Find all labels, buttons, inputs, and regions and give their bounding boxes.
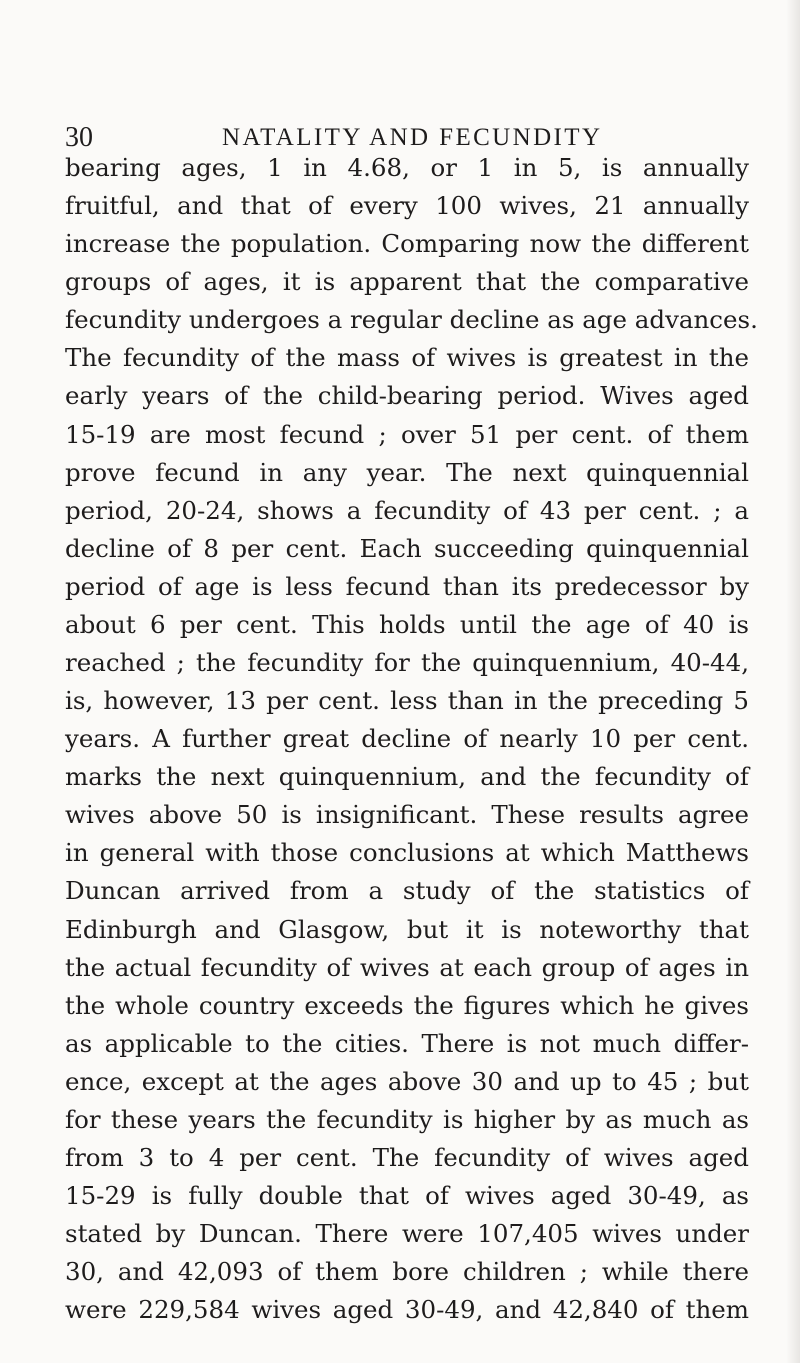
text-line: groups of ages, it is apparent that the comparative (65, 267, 749, 297)
text-line: 30, and 42,093 of them bore children ; while there (65, 1257, 749, 1287)
text-line: prove fecund in any year. The next quinquennial (65, 457, 749, 487)
text-line: early years of the child-bearing period. Wives aged (65, 381, 749, 411)
text-line: were 229,584 wives aged 30-49, and 42,840 of them (65, 1295, 749, 1325)
page-edge-shadow (786, 0, 800, 1363)
text-line: in general with those conclusions at which Matthews (65, 838, 749, 868)
text-line: ence, except at the ages above 30 and up to 45 ; but (65, 1066, 749, 1096)
text-line: wives above 50 is insignificant. These results agree (65, 800, 749, 830)
text-line: stated by Duncan. There were 107,405 wives under (65, 1219, 749, 1249)
text-line: reached ; the fecundity for the quinquennium, 40-44, (65, 648, 749, 678)
text-line: the whole country exceeds the figures which he gives (65, 990, 749, 1020)
text-line: is, however, 13 per cent. less than in the preceding 5 (65, 686, 749, 716)
text-line: Edinburgh and Glasgow, but it is noteworthy that (65, 914, 749, 944)
text-line: bearing ages, 1 in 4.68, or 1 in 5, is annually (65, 153, 749, 182)
text-line: years. A further great decline of nearly 10 per cent. (65, 724, 749, 754)
body-text (65, 149, 758, 1329)
page-number: 30 (65, 122, 93, 153)
text-line: decline of 8 per cent. Each succeeding quinquennial (65, 533, 749, 563)
text-line: increase the population. Comparing now the different (65, 229, 749, 259)
text-line: 15-29 is fully double that of wives aged 30-49, as (65, 1181, 749, 1211)
text-line: period, 20-24, shows a fecundity of 43 per cent. ; a (65, 495, 749, 525)
running-title: NATALITY AND FECUNDITY (222, 124, 603, 151)
text-line: period of age is less fecund than its predecessor by (65, 571, 749, 601)
text-line: The fecundity of the mass of wives is greatest in the (65, 343, 749, 373)
text-line: fecundity undergoes a regular decline as age advances. (65, 305, 758, 335)
text-line: about 6 per cent. This holds until the age of 40 is (65, 609, 749, 639)
text-line: as applicable to the cities. There is not much differ- (65, 1028, 749, 1058)
text-line: fruitful, and that of every 100 wives, 21 annually (65, 191, 749, 221)
text-line: marks the next quinquennium, and the fecundity of (65, 762, 749, 792)
text-line: Duncan arrived from a study of the statistics of (65, 876, 749, 906)
text-line: from 3 to 4 per cent. The fecundity of wives aged (65, 1143, 749, 1173)
text-line: for these years the fecundity is higher by as much as (65, 1104, 749, 1134)
text-line: the actual fecundity of wives at each group of ages in (65, 952, 749, 982)
text-line: 15-19 are most fecund ; over 51 per cent. of them (65, 419, 749, 449)
